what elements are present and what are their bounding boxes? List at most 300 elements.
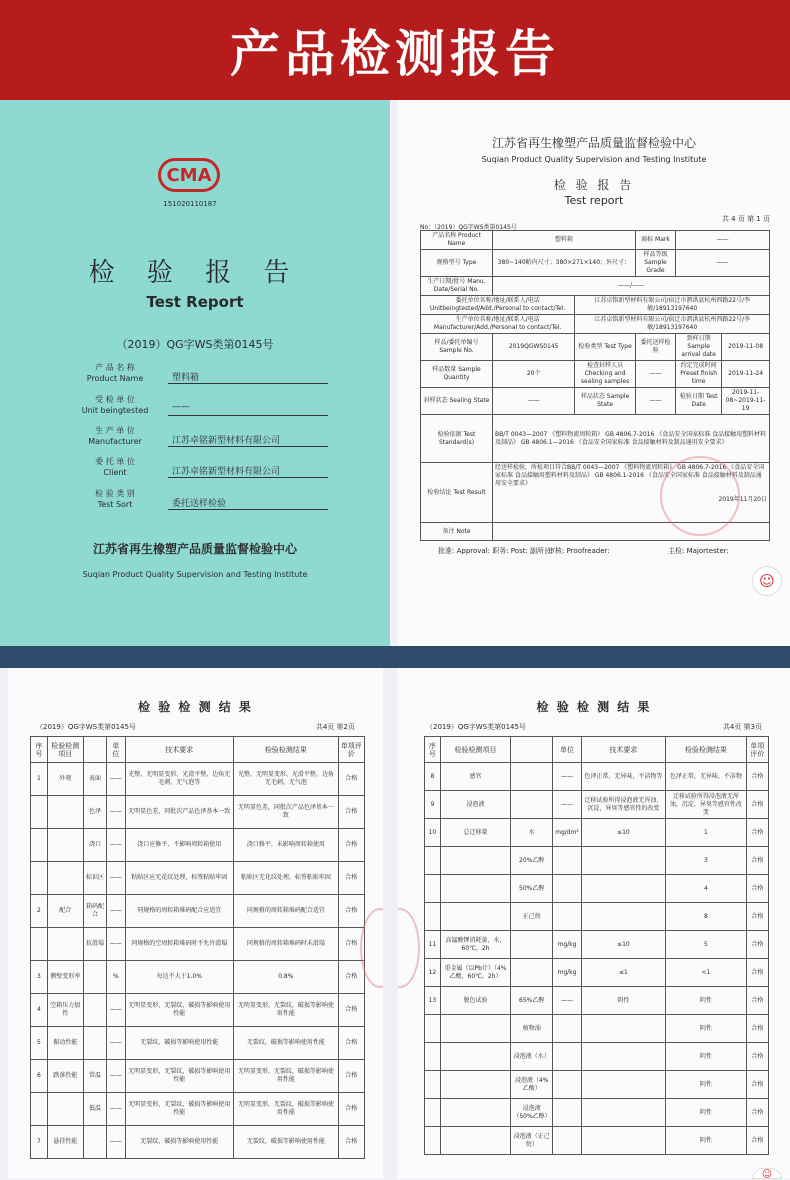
results-code: （2019）QG字WS类第0145号 [36, 723, 136, 731]
table-cell [440, 903, 511, 931]
cover-value: 委托送样检验 [168, 496, 328, 510]
table-cell: 表面 [83, 763, 106, 796]
table-cell: 高锰酸钾消耗量，水，60℃，2h [440, 931, 511, 959]
cover-label-cn: 受 检 单 位 [95, 395, 135, 404]
table-row [31, 961, 365, 994]
table-cell: 无明显变形，无裂纹，破损等影响使用性能 [125, 1093, 234, 1126]
table-cell: 合格 [338, 763, 364, 796]
column-header: 单位 [553, 737, 582, 763]
table-row [425, 791, 769, 819]
table-cell: 色泽正常，无异味，不洁物等 [581, 763, 665, 791]
report-org-en: Suqian Product Quality Supervision and Testing Institute [481, 155, 707, 164]
report-org: 江苏省再生橡塑产品质量监督检验中心 [491, 136, 696, 150]
table-row [31, 928, 365, 961]
table-cell: 阴性 [665, 1015, 746, 1043]
table-cell: 12 [425, 959, 441, 987]
report-title: 检 验 报 告 [553, 178, 635, 192]
cell-value: —— [493, 388, 575, 415]
table-cell [440, 847, 511, 875]
table-cell: 11 [425, 931, 441, 959]
table-row [425, 819, 769, 847]
red-seal-icon [660, 456, 740, 536]
table-cell: 合格 [338, 961, 364, 994]
table-cell: 浸泡液（水） [511, 1043, 553, 1071]
table-cell: 合格 [746, 1127, 768, 1155]
cell-value: ——/—— [493, 277, 770, 296]
table-cell: —— [553, 791, 582, 819]
table-cell: 6 [31, 1060, 48, 1093]
cover-report-code: （2019）QG字WS类第0145号 [116, 338, 274, 351]
cover-row-client [72, 456, 332, 486]
table-cell [425, 875, 441, 903]
table-cell [83, 961, 106, 994]
table-cell: 阴性 [665, 987, 746, 1015]
table-row [31, 994, 365, 1027]
table-cell: 无裂纹，破损等影响使用性能 [125, 1027, 234, 1060]
cell-label: 产品名称 Product Name [421, 231, 493, 250]
table-cell [581, 1099, 665, 1127]
table-cell: % [107, 961, 125, 994]
table-cell: ≤10 [581, 931, 665, 959]
table-cell: —— [107, 895, 125, 928]
cell-label: 检验日期 Test Date [676, 388, 722, 415]
results-page-number: 共4页 第3页 [722, 723, 762, 731]
table-row [421, 415, 770, 463]
table-cell: 浇口 [83, 829, 106, 862]
report-page-number: 共 4 页 第 1 页 [721, 215, 770, 223]
table-cell: 阴性 [665, 1127, 746, 1155]
table-cell: 65%乙醇 [511, 987, 553, 1015]
cell-value: 2019-11-08~2019-11-19 [722, 388, 770, 415]
column-header: 单项评价 [338, 737, 364, 763]
table-cell: 粘贴区应无花纹处理，标签粘贴牢固 [125, 862, 234, 895]
cover-value: 江苏卓铭新型材料有限公司 [168, 464, 328, 478]
table-cell: 4 [31, 994, 48, 1027]
results-table-3 [424, 736, 769, 1155]
table-cell [425, 1043, 441, 1071]
table-cell: 空箱压力加性 [47, 994, 83, 1027]
table-cell [440, 1127, 511, 1155]
table-cell [440, 1071, 511, 1099]
table-cell: 浇口修平，未影响周转箱使用 [234, 829, 338, 862]
table-row [425, 931, 769, 959]
cell-label: 样品/委托单编号 Sample No. [421, 334, 493, 361]
table-row [425, 1071, 769, 1099]
table-cell [47, 796, 83, 829]
table-cell: 5 [31, 1027, 48, 1060]
cover-row-manufacturer [72, 425, 332, 455]
table-cell: 同规格的周转箱堆码配合应适宜 [125, 895, 234, 928]
cover-label-cn: 委 托 单 位 [95, 457, 135, 466]
table-cell: 合格 [338, 796, 364, 829]
table-cell: —— [107, 928, 125, 961]
cover-label-en: Test Sort [97, 500, 133, 509]
table-row [31, 1126, 365, 1159]
table-row [425, 1015, 769, 1043]
table-cell: 脱色试验 [440, 987, 511, 1015]
cell-value: —— [635, 361, 675, 388]
table-header-row [425, 737, 769, 763]
banner-title: 产品检测报告 [230, 25, 560, 83]
table-row [425, 1099, 769, 1127]
table-row [421, 250, 770, 277]
cell-value: —— [676, 231, 770, 250]
table-cell: mg/dm² [553, 819, 582, 847]
cell-label: 商标 Mark [635, 231, 675, 250]
table-cell [553, 875, 582, 903]
table-cell: 无明显色差，同批次产品色泽基本一致 [125, 796, 234, 829]
table-cell: 浸泡液（正己烷） [511, 1127, 553, 1155]
cover-value: —— [168, 402, 328, 416]
table-cell: 3 [31, 961, 48, 994]
table-cell: 13 [425, 987, 441, 1015]
cell-label: 生产日期/批号 Manu. Date/Serial No. [421, 277, 493, 296]
customer-service-icon[interactable]: ☺ [752, 1168, 782, 1179]
table-row [421, 388, 770, 415]
table-row [425, 903, 769, 931]
cell-label: 检验类型 Test Type [575, 334, 635, 361]
table-cell [83, 1027, 106, 1060]
cover-value: 塑料箱 [168, 370, 328, 384]
table-cell: 7 [31, 1126, 48, 1159]
column-header: 序号 [31, 737, 48, 763]
table-cell: 配合 [47, 895, 83, 928]
cell-value: —— [676, 250, 770, 277]
table-row [421, 334, 770, 361]
table-cell: 迁移试验所得浸泡液无浑浊，沉淀，异臭等感官性改变 [665, 791, 746, 819]
results-title: 检 验 检 测 结 果 [536, 700, 652, 714]
section-divider [0, 646, 790, 668]
table-cell: 阴性 [581, 987, 665, 1015]
column-header [511, 737, 553, 763]
table-row [31, 895, 365, 928]
cover-value: 江苏卓铭新型材料有限公司 [168, 433, 328, 447]
table-cell: 合格 [338, 862, 364, 895]
table-cell: 浸泡液（4%乙酸） [511, 1071, 553, 1099]
table-cell: 同规格的周转箱堆码配合适宜 [234, 895, 338, 928]
table-cell: 9 [425, 791, 441, 819]
cover-label-en: Manufacturer [88, 437, 142, 446]
table-cell [425, 847, 441, 875]
column-header [83, 737, 106, 763]
table-cell [425, 1127, 441, 1155]
column-header: 技术要求 [125, 737, 234, 763]
page-banner [0, 0, 790, 100]
results-title: 检 验 检 测 结 果 [138, 700, 253, 714]
table-cell: 光整，无明显变形、光滑平整，边角无毛刺，无气泡等 [125, 763, 234, 796]
table-row [421, 277, 770, 296]
table-cell: 标识区 [83, 862, 106, 895]
table-cell: 20%乙醇 [511, 847, 553, 875]
table-cell: 正己烷 [511, 903, 553, 931]
table-cell: 侧壁变形率 [47, 961, 83, 994]
table-cell [511, 959, 553, 987]
table-cell: 色泽 [83, 796, 106, 829]
table-row [421, 296, 770, 315]
table-cell: —— [107, 1060, 125, 1093]
table-cell: 无明显色差，同批次产品色泽基本一致 [234, 796, 338, 829]
cell-value: 江苏卓铭新型材料有限公司/宿迁市泗洪县杭州西路22号/李敏/18913197640 [575, 296, 770, 315]
signature-major: 主检: Majortester: [668, 547, 729, 555]
table-cell: 0.8% [234, 961, 338, 994]
table-row [425, 875, 769, 903]
table-row [31, 796, 365, 829]
cell-label: 样品状态 Sample State [575, 388, 635, 415]
table-cell: 同规格的周转箱堆码时未滑塌 [234, 928, 338, 961]
cover-title: 检 验 报 告 [88, 258, 302, 288]
table-cell [83, 994, 106, 1027]
table-cell: 合格 [746, 847, 768, 875]
table-cell: 浸泡液（50%乙醇） [511, 1099, 553, 1127]
table-cell: 无裂纹，破损等影响使用性能 [234, 1126, 338, 1159]
column-header: 序号 [425, 737, 441, 763]
table-cell: 1 [665, 819, 746, 847]
table-cell: 无明显变形，无裂纹，破损等影响使用性能 [125, 994, 234, 1027]
table-cell: 合格 [746, 763, 768, 791]
table-cell: 悬挂性能 [47, 1126, 83, 1159]
table-row [425, 763, 769, 791]
column-header: 单项评价 [746, 737, 768, 763]
results-page-number: 共4页 第2页 [315, 723, 355, 731]
table-cell: 合格 [746, 903, 768, 931]
cell-label: 生产单位名称/地址/联系人/电话 Manufacturer/Add./Personal to contact/Tel. [421, 315, 575, 334]
table-cell [440, 1043, 511, 1071]
table-row [425, 987, 769, 1015]
table-cell: 迁移试验所得浸泡液无浑浊，沉淀，异臭等感官性的改变 [581, 791, 665, 819]
cell-value: 2019-11-24 [722, 361, 770, 388]
table-cell: 浇口应修平，不影响周转箱使用 [125, 829, 234, 862]
table-cell: 无明显变形，无裂纹，破损等影响使用性能 [234, 1060, 338, 1093]
table-cell [581, 1043, 665, 1071]
table-cell: —— [107, 829, 125, 862]
table-cell: 8 [425, 763, 441, 791]
table-row [425, 1127, 769, 1155]
cell-value: 塑料箱 [493, 231, 636, 250]
cover-org: 江苏省再生橡塑产品质量监督检验中心 [92, 542, 297, 556]
table-cell [47, 928, 83, 961]
table-cell: 每边不大于1.0% [125, 961, 234, 994]
table-cell [83, 1126, 106, 1159]
table-cell: 合格 [338, 1027, 364, 1060]
table-cell [425, 1071, 441, 1099]
table-cell: 外观 [47, 763, 83, 796]
table-row [31, 829, 365, 862]
table-cell: 无明显变形，无裂纹，破损等影响使用性能 [125, 1060, 234, 1093]
results-table-2 [30, 736, 365, 1159]
table-cell: 5 [665, 931, 746, 959]
table-cell: 合格 [338, 829, 364, 862]
table-row [31, 1027, 365, 1060]
table-cell [581, 1127, 665, 1155]
table-cell: 无裂纹，破损等影响使用性能 [234, 1027, 338, 1060]
result-text: 经送样检验，所检项目符合BB/T 0043—2007 《塑料物流周转箱》 GB 4806.7-2016 《食品安全国家标准 食品接触用塑料材料及制品》 GB 4806.1-2016 《食品安全国家标准 食品接触材料及制品通用安全要求》 [495, 464, 765, 487]
cell-label: 委托单位名称/地址/联系人/电话 Unitbeingtested/Add./Personal to contact/Tel. [421, 296, 575, 315]
cell-value: BB/T 0043—2007 《塑料物流周转箱》 GB 4806.7-2016 《食品安全国家标准 食品接触用塑料材料及制品》 GB 4806.1—2016 《食品安全国家标准 食品接触材料及制品通用安全要求》 [493, 415, 770, 463]
cover-row-product [72, 362, 332, 392]
table-cell: 阴性 [665, 1099, 746, 1127]
table-cell: 无明显变形，无裂纹，破损等影响使用性能 [234, 1093, 338, 1126]
column-header: 检验检测项目 [440, 737, 511, 763]
table-cell: 合格 [746, 931, 768, 959]
cell-label: 检查封样人员 Checking and sealing samples [575, 361, 635, 388]
table-cell [511, 791, 553, 819]
results-code: （2019）QG字WS类第0145号 [426, 723, 526, 731]
signature-approval: 批准: Approval: 职务: Post: 副所长 [438, 547, 552, 555]
table-cell: —— [107, 796, 125, 829]
table-cell: 50%乙醇 [511, 875, 553, 903]
table-cell [47, 862, 83, 895]
table-cell [31, 1093, 48, 1126]
cell-value: 委托送样检验 [635, 334, 675, 361]
table-cell: 低温 [83, 1093, 106, 1126]
table-cell: 4 [665, 875, 746, 903]
table-cell [47, 829, 83, 862]
cell-label: 检验依据 Test Standard(s) [421, 415, 493, 463]
table-cell: 常温 [83, 1060, 106, 1093]
table-row [425, 847, 769, 875]
table-cell: 水 [511, 819, 553, 847]
table-cell: —— [107, 1126, 125, 1159]
table-cell [425, 1015, 441, 1043]
table-cell: 跌落性能 [47, 1060, 83, 1093]
table-cell [553, 1071, 582, 1099]
table-cell: 合格 [746, 791, 768, 819]
table-cell: 色泽正常，无异味，不洁物 [665, 763, 746, 791]
table-header-row [31, 737, 365, 763]
table-cell [581, 1071, 665, 1099]
cell-label: 约定完成时间 Preset finish time [676, 361, 722, 388]
table-cell [581, 875, 665, 903]
cover-title-en: Test Report [146, 293, 244, 311]
table-cell [31, 928, 48, 961]
table-cell: —— [107, 1027, 125, 1060]
table-cell: 合格 [746, 1099, 768, 1127]
cell-value: 2019-11-08 [722, 334, 770, 361]
column-header: 检验检测项目 [47, 737, 83, 763]
signature-proofreader: 审核: Proofreader: [548, 547, 610, 555]
cell-label: 检验结论 Test Result [421, 463, 493, 523]
table-cell: 合格 [746, 1043, 768, 1071]
table-cell: <1 [665, 959, 746, 987]
table-cell: 感官 [440, 763, 511, 791]
result-date: 2019年11月20日 [718, 496, 767, 503]
table-cell: 合格 [338, 1093, 364, 1126]
table-cell [31, 862, 48, 895]
table-cell: 箱码配合 [83, 895, 106, 928]
cell-value: 2019QGWS0145 [493, 334, 575, 361]
cell-label: 备注 Note [421, 523, 493, 541]
table-cell [553, 903, 582, 931]
table-cell: 3 [665, 847, 746, 875]
table-cell: 重金属（以Pb计）（4%乙酸，60℃，2h） [440, 959, 511, 987]
cover-row-sort [72, 488, 332, 518]
cell-label: 样品数量 Sample Quantity [421, 361, 493, 388]
table-cell: 合格 [338, 928, 364, 961]
cover-label-cn: 生 产 单 位 [95, 426, 135, 435]
table-cell: 阴性 [665, 1071, 746, 1099]
table-cell: —— [107, 1093, 125, 1126]
cell-value: 20个 [493, 361, 575, 388]
table-cell [581, 1015, 665, 1043]
cma-logo: CMA [158, 158, 220, 192]
table-cell: 同规格的空周转箱堆码时不允许滑塌 [125, 928, 234, 961]
table-cell: 浸泡液 [440, 791, 511, 819]
table-cell: 合格 [338, 895, 364, 928]
cma-code: 151020110187 [163, 200, 217, 208]
table-cell [553, 847, 582, 875]
table-cell: 10 [425, 819, 441, 847]
table-cell [440, 875, 511, 903]
red-seal-icon [398, 908, 420, 988]
cell-label: 封样状态 Sealing State [421, 388, 493, 415]
table-cell: 抗滑塌 [83, 928, 106, 961]
table-row [425, 1043, 769, 1071]
report-cover [0, 100, 390, 646]
table-cell [553, 1015, 582, 1043]
table-cell: 振动性能 [47, 1027, 83, 1060]
report-title-en: Test report [564, 194, 624, 207]
table-cell: 2 [31, 895, 48, 928]
table-cell [581, 903, 665, 931]
customer-service-icon[interactable]: ☺ [752, 566, 782, 596]
report-number: No：（2019）QG字WS类第0145号 [420, 224, 517, 231]
table-row [425, 959, 769, 987]
table-cell: —— [107, 862, 125, 895]
cell-label: 到样日期 Sample arrival date [676, 334, 722, 361]
table-cell [553, 1043, 582, 1071]
table-cell: 合格 [746, 1015, 768, 1043]
table-cell: 无裂纹，破损等影响使用性能 [125, 1126, 234, 1159]
table-cell: 合格 [746, 819, 768, 847]
table-cell: —— [107, 994, 125, 1027]
table-cell: mg/kg [553, 959, 582, 987]
table-cell: mg/kg [553, 931, 582, 959]
table-row [421, 231, 770, 250]
table-cell: 光整，无明显变形、光滑平整，边角无毛刺，无气泡 [234, 763, 338, 796]
table-cell [511, 931, 553, 959]
cell-value: —— [635, 388, 675, 415]
cell-label: 规格型号 Type [421, 250, 493, 277]
cover-label-cn: 产 品 名 称 [95, 363, 135, 372]
table-cell: 合格 [746, 1071, 768, 1099]
column-header: 检验检测结果 [234, 737, 338, 763]
table-row [31, 862, 365, 895]
table-cell: 总迁移量 [440, 819, 511, 847]
table-cell [425, 1099, 441, 1127]
table-cell [440, 1015, 511, 1043]
table-cell [581, 847, 665, 875]
table-cell: 阴性 [665, 1043, 746, 1071]
table-cell: 8 [665, 903, 746, 931]
table-cell: —— [553, 763, 582, 791]
table-cell: 合格 [338, 1060, 364, 1093]
table-cell: 粘贴区无花纹处理，标签粘贴牢固 [234, 862, 338, 895]
table-cell [31, 796, 48, 829]
cover-label-en: Product Name [86, 374, 144, 383]
table-cell: 合格 [746, 959, 768, 987]
table-cell: 无明显变形，无裂纹，破损等影响使用性能 [234, 994, 338, 1027]
cover-label-en: Unit beingtested [81, 406, 149, 415]
cover-row-unit [72, 394, 332, 424]
cover-label-cn: 检 验 类 别 [95, 489, 135, 498]
table-cell [553, 1099, 582, 1127]
table-cell: ≤10 [581, 819, 665, 847]
table-row [31, 763, 365, 796]
test-report-page [398, 100, 790, 646]
column-header: 技术要求 [581, 737, 665, 763]
cell-value [493, 523, 770, 541]
cell-value: 380~140帕内尺寸；380×271×140；外尺寸； [493, 250, 636, 277]
